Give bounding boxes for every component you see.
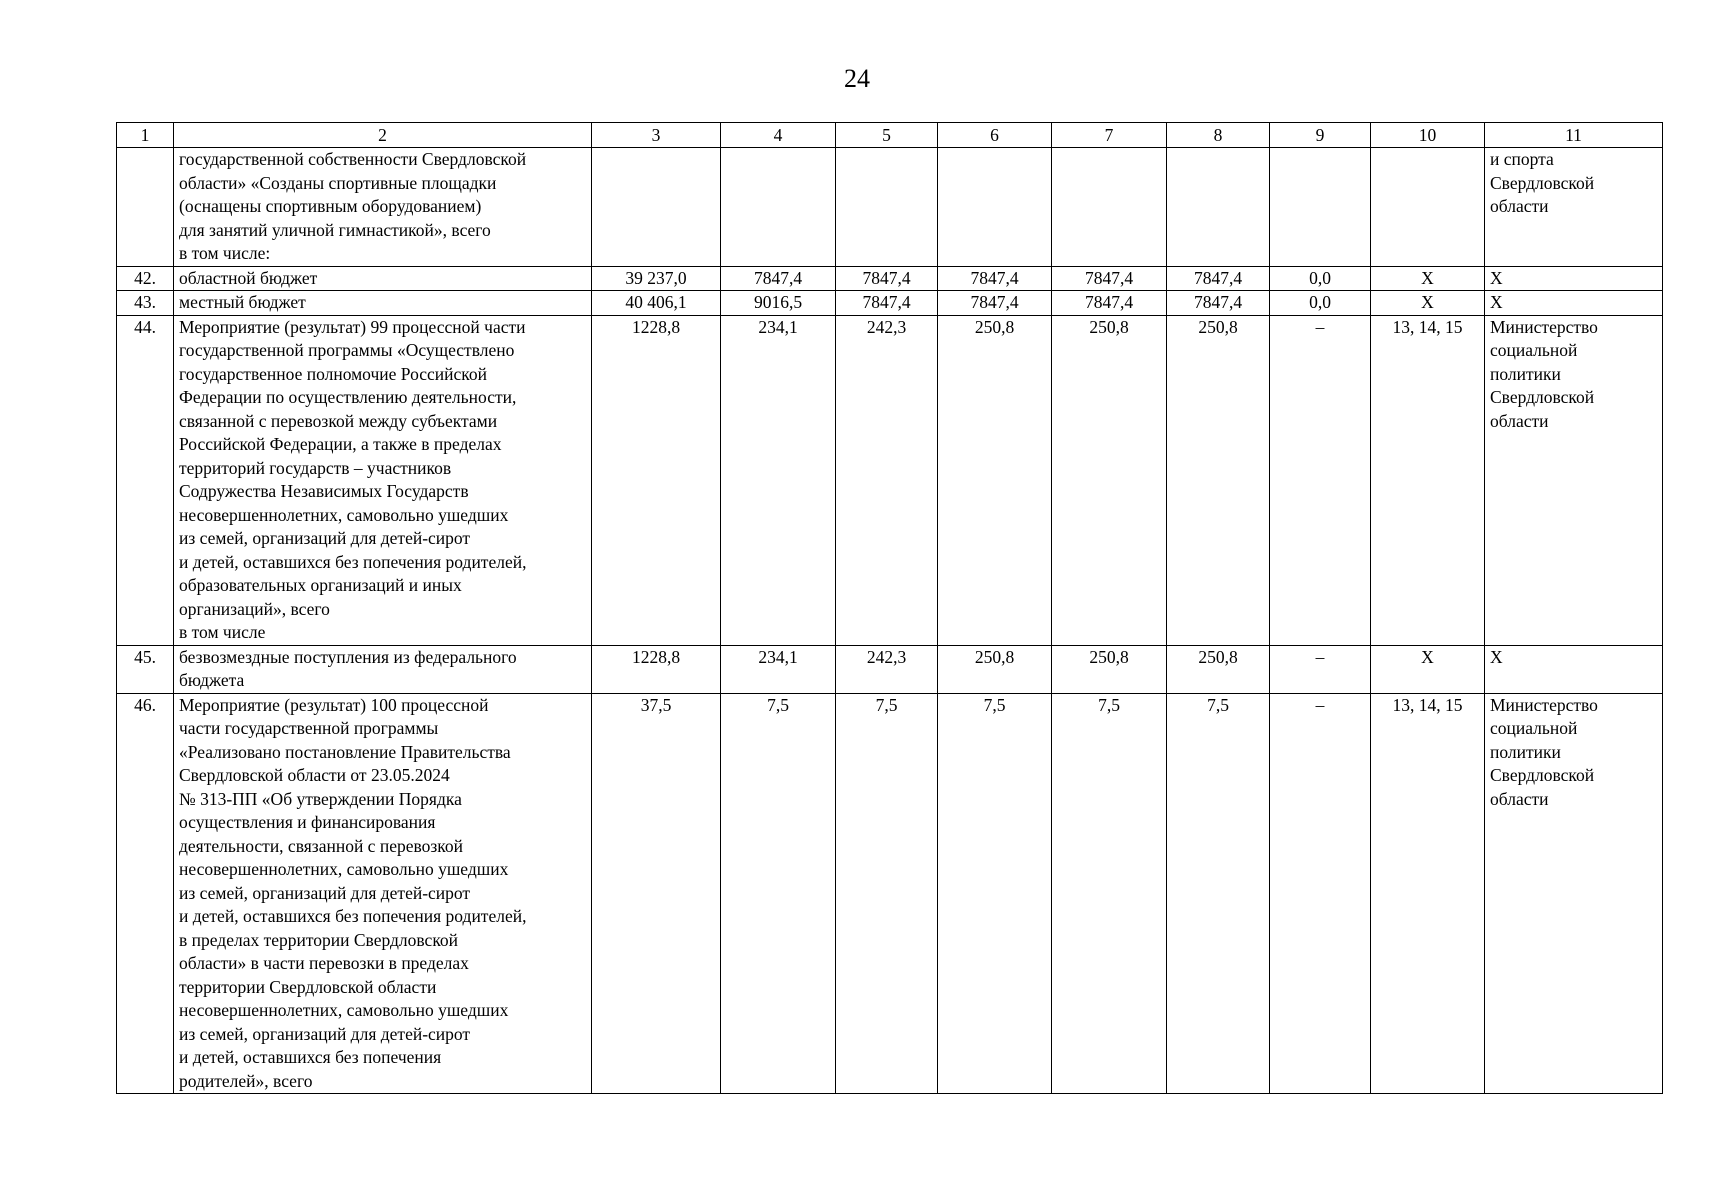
value-cell: 7847,4 <box>1052 266 1167 291</box>
activity-description: государственной собственности Свердловской области» «Созданы спортивные площадки (оснащены спортивным оборудованием) для занятий уличной гимнастикой», всего в том числе: <box>174 148 592 267</box>
value-cell: 9016,5 <box>721 291 836 316</box>
value-cell: 7847,4 <box>1167 266 1270 291</box>
responsible-executor: Министерство социальной политики Свердловской области <box>1485 693 1663 1094</box>
column-number: 1 <box>117 123 174 148</box>
value-cell: 250,8 <box>938 315 1052 645</box>
activity-description: безвозмездные поступления из федерального бюджета <box>174 645 592 693</box>
row-number <box>117 148 174 267</box>
value-cell: 250,8 <box>1052 315 1167 645</box>
column-number: 7 <box>1052 123 1167 148</box>
activity-description: Мероприятие (результат) 99 процессной части государственной программы «Осуществлено государственное полномочие Российской Федерации по осуществлению деятельности, связанной с перевозкой между субъектами Российской Федерации, а также в пределах территорий государств – участников Содружества Независимых Государств несовершеннолетних, самовольно ушедших из семей, организаций для детей-сирот и детей, оставшихся без попечения родителей, образовательных организаций и иных организаций», всего в том числе <box>174 315 592 645</box>
column-number: 4 <box>721 123 836 148</box>
value-cell: 7847,4 <box>836 266 938 291</box>
value-cell: 1228,8 <box>592 645 721 693</box>
value-cell <box>721 148 836 267</box>
value-cell: 40 406,1 <box>592 291 721 316</box>
value-cell: 250,8 <box>938 645 1052 693</box>
value-cell <box>1052 148 1167 267</box>
responsible-executor: и спорта Свердловской области <box>1485 148 1663 267</box>
column-number: 2 <box>174 123 592 148</box>
column-number: 8 <box>1167 123 1270 148</box>
value-cell: 7847,4 <box>836 291 938 316</box>
row-number: 45. <box>117 645 174 693</box>
value-cell: 242,3 <box>836 315 938 645</box>
table-row <box>117 315 1663 645</box>
value-cell: 234,1 <box>721 315 836 645</box>
page-number: 24 <box>844 64 870 93</box>
value-cell <box>1167 148 1270 267</box>
value-cell <box>592 148 721 267</box>
value-cell: 39 237,0 <box>592 266 721 291</box>
value-cell: – <box>1270 645 1371 693</box>
column-number: 6 <box>938 123 1052 148</box>
value-cell: 7,5 <box>1052 693 1167 1094</box>
table-row <box>117 645 1663 693</box>
program-activities-table <box>116 122 1663 1094</box>
value-cell: – <box>1270 693 1371 1094</box>
responsible-executor: Министерство социальной политики Свердловской области <box>1485 315 1663 645</box>
column-number: 10 <box>1371 123 1485 148</box>
value-cell: 1228,8 <box>592 315 721 645</box>
value-cell: 7,5 <box>938 693 1052 1094</box>
value-cell: X <box>1371 291 1485 316</box>
value-cell: 7847,4 <box>938 291 1052 316</box>
column-number: 9 <box>1270 123 1371 148</box>
value-cell <box>1371 148 1485 267</box>
value-cell: 250,8 <box>1052 645 1167 693</box>
table-row <box>117 148 1663 267</box>
row-number: 42. <box>117 266 174 291</box>
column-number-row <box>117 123 1663 148</box>
column-number: 11 <box>1485 123 1663 148</box>
column-number: 5 <box>836 123 938 148</box>
responsible-executor: X <box>1485 266 1663 291</box>
value-cell: 7,5 <box>836 693 938 1094</box>
row-number: 44. <box>117 315 174 645</box>
value-cell: 13, 14, 15 <box>1371 693 1485 1094</box>
activity-description: Мероприятие (результат) 100 процессной части государственной программы «Реализовано постановление Правительства Свердловской области от 23.05.2024 № 313-ПП «Об утверждении Порядка осуществления и финансирования деятельности, связанной с перевозкой несовершеннолетних, самовольно ушедших из семей, организаций для детей-сирот и детей, оставшихся без попечения родителей, в пределах территории Свердловской области» в части перевозки в пределах территории Свердловской области несовершеннолетних, самовольно ушедших из семей, организаций для детей-сирот и детей, оставшихся без попечения родителей», всего <box>174 693 592 1094</box>
value-cell: 13, 14, 15 <box>1371 315 1485 645</box>
table-row <box>117 291 1663 316</box>
responsible-executor: X <box>1485 291 1663 316</box>
value-cell: 7847,4 <box>938 266 1052 291</box>
value-cell: 37,5 <box>592 693 721 1094</box>
value-cell: 0,0 <box>1270 266 1371 291</box>
value-cell: – <box>1270 315 1371 645</box>
value-cell: 7847,4 <box>721 266 836 291</box>
value-cell: 250,8 <box>1167 645 1270 693</box>
value-cell: 7847,4 <box>1167 291 1270 316</box>
value-cell: 250,8 <box>1167 315 1270 645</box>
column-number: 3 <box>592 123 721 148</box>
value-cell: 242,3 <box>836 645 938 693</box>
value-cell <box>836 148 938 267</box>
value-cell: 7,5 <box>721 693 836 1094</box>
value-cell: X <box>1371 645 1485 693</box>
table-body <box>117 123 1663 1094</box>
activity-description: местный бюджет <box>174 291 592 316</box>
value-cell: 0,0 <box>1270 291 1371 316</box>
row-number: 46. <box>117 693 174 1094</box>
value-cell: 7,5 <box>1167 693 1270 1094</box>
value-cell: 234,1 <box>721 645 836 693</box>
responsible-executor: X <box>1485 645 1663 693</box>
activity-description: областной бюджет <box>174 266 592 291</box>
value-cell: 7847,4 <box>1052 291 1167 316</box>
table-row <box>117 693 1663 1094</box>
value-cell <box>1270 148 1371 267</box>
row-number: 43. <box>117 291 174 316</box>
value-cell <box>938 148 1052 267</box>
value-cell: X <box>1371 266 1485 291</box>
table-row <box>117 266 1663 291</box>
